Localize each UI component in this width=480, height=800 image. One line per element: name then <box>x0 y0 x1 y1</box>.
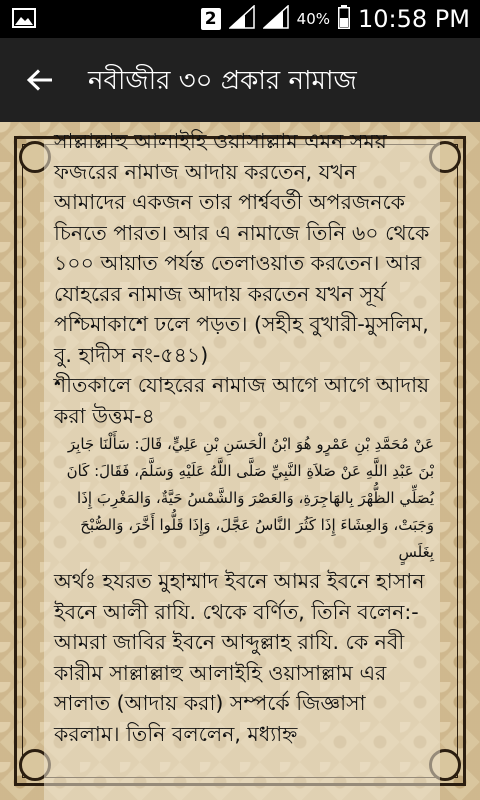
screenshot-notification-icon <box>12 8 36 32</box>
arabic-hadith-text: عَنْ مُحَمَّدِ بْنِ عَمْرٍو هُوَ ابْنُ الْحَسَنِ بْنِ عَلِيٍّ، قَالَ: سَأَلْنَا جَابِرَ بْنَ عَبْدِ اللَّهِ عَنْ صَلاَةِ النَّبِيِّ صَلَّى اللَّهُ عَلَيْهِ وَسَلَّمَ، فَقَالَ: كَانَ يُصَلِّي الظُّهْرَ بِالهَاجِرَةِ، وَالعَصْرَ وَالشَّمْسُ حَيَّةٌ، وَالمَغْرِبَ إِذَا وَجَبَتْ، وَالعِشَاءَ إِذَا كَثُرَ النَّاسُ عَجَّلَ، وَإِذَا قَلُّوا أَخَّرَ، وَالصُّبْحَ بِغَلَسٍ <box>66 435 434 561</box>
status-bar <box>0 0 480 38</box>
article-panel <box>44 129 440 800</box>
app-bar <box>0 38 480 122</box>
arrow-back-icon <box>27 69 53 91</box>
section-heading: শীতকালে যোহরের নামাজ আগে আগে আদায় করা উত্তম-৪ <box>54 373 430 428</box>
article-text <box>54 126 434 749</box>
battery-percent: 40% <box>296 10 331 28</box>
signal-strength-2-icon <box>263 5 289 33</box>
page-title: নবীজীর ৩০ প্রকার নামাজ <box>88 66 357 96</box>
translation-paragraph: অর্থঃ হযরত মুহাম্মাদ ইবনে আমর ইবনে হাসান ইবনে আলী রাযি. থেকে বর্ণিত, তিনি বলেন:- আমরা জাবির ইবনে আব্দুল্লাহ রাযি. কে নবী কারীম সাল্লাল্লাহু আলাইহি ওয়াসাল্লাম এর সালাত (আদায় করা) সম্পর্কে জিজ্ঞাসা করলাম। তিনি বললেন, মধ্যাহ্ন <box>54 569 425 746</box>
article-intro-paragraph: সাল্লাল্লাহু আলাইহি ওয়াসাল্লাম এমন সময় ফজরের নামাজ আদায় করতেন, যখন আমাদের একজন তার পার্শ্ববর্তী অপরজনকে চিনতে পারত। আর এ নামাজে তিনি ৬০ থেকে ১০০ আয়াত পর্যন্ত তেলাওয়াত করতেন। আর যোহরের নামাজ আদায় করতেন যখন সূর্য পশ্চিমাকাশে ঢলে পড়ত। (সহীহ বুখারী-মুসলিম, বু. হাদীস নং-৫৪১) <box>54 129 430 367</box>
sim-slot-badge: 2 <box>201 8 221 30</box>
back-button[interactable] <box>20 60 60 100</box>
clock: 10:58 PM <box>358 5 470 33</box>
signal-strength-icon <box>229 5 255 33</box>
battery-icon <box>338 5 350 33</box>
content-area[interactable] <box>0 122 480 800</box>
